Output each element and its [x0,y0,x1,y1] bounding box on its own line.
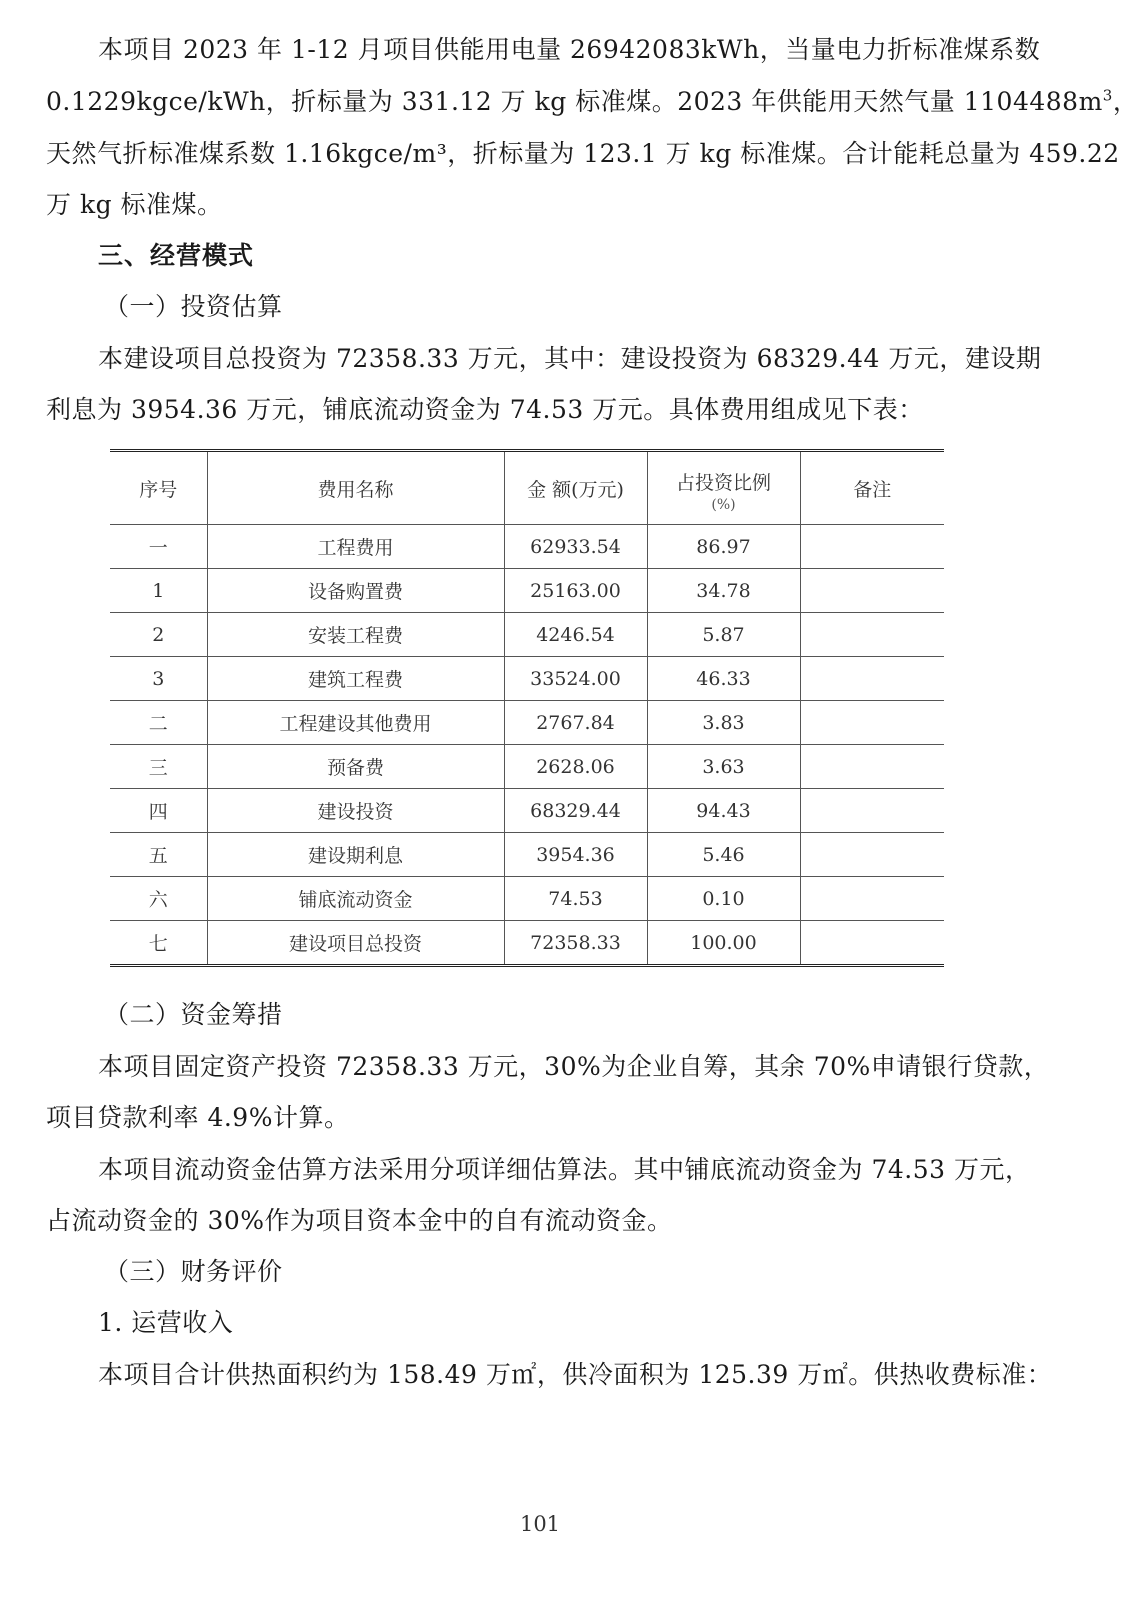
cell-name: 建设投资 [207,789,504,833]
working-capital-line-2: 占流动资金的 30%作为项目资本金中的自有流动资金。 [46,1206,673,1235]
cell-amount: 3954.36 [504,833,647,877]
funding-paragraph-line-1: 本项目固定资产投资 72358.33 万元，30%为企业自筹，其余 70%申请银行贷款， [98,1052,1050,1081]
investment-paragraph-line-2: 利息为 3954.36 万元，铺底流动资金为 74.53 万元。具体费用组成见下表： [46,395,924,424]
cell-note [800,745,944,789]
cell-amount: 33524.00 [504,657,647,701]
page-number: 101 [519,1512,561,1536]
section-title-operating-mode: 三、经营模式 [98,241,255,270]
cell-ratio: 46.33 [647,657,800,701]
funding-paragraph-line-2: 项目贷款利率 4.9%计算。 [46,1103,350,1132]
cell-name: 铺底流动资金 [207,877,504,921]
cell-name: 建设项目总投资 [207,921,504,966]
cell-note [800,657,944,701]
cell-ratio: 5.87 [647,613,800,657]
intro-line-2-end: ， [1112,87,1138,116]
header-amount: 金 额(万元) [504,451,647,525]
revenue-paragraph-line-1: 本项目合计供热面积约为 158.49 万㎡，供冷面积为 125.39 万㎡。供热收费标准： [98,1360,1053,1389]
table-row [110,789,944,833]
table-row [110,569,944,613]
table-row [110,921,944,966]
cell-note [800,525,944,569]
cell-name: 预备费 [207,745,504,789]
cell-amount: 4246.54 [504,613,647,657]
investment-table-wrapper [110,449,944,967]
working-capital-line-1: 本项目流动资金估算方法采用分项详细估算法。其中铺底流动资金为 74.53 万元， [98,1155,1031,1184]
header-ratio-unit: (%) [711,497,736,513]
cell-seq: 四 [110,789,207,833]
header-ratio [647,451,800,525]
cell-seq: 二 [110,701,207,745]
subsection-financial-evaluation: （三）财务评价 [104,1257,283,1286]
cell-name: 工程费用 [207,525,504,569]
investment-table [110,449,944,967]
header-seq: 序号 [110,451,207,525]
table-row [110,701,944,745]
cell-amount: 74.53 [504,877,647,921]
cell-note [800,921,944,966]
table-row [110,657,944,701]
item-operating-revenue: 1. 运营收入 [98,1308,234,1337]
cell-ratio: 0.10 [647,877,800,921]
table-row [110,525,944,569]
cell-seq: 六 [110,877,207,921]
cell-note [800,877,944,921]
cell-name: 建设期利息 [207,833,504,877]
cell-ratio: 3.63 [647,745,800,789]
cell-note [800,789,944,833]
cell-seq: 一 [110,525,207,569]
cell-name: 安装工程费 [207,613,504,657]
cell-ratio: 100.00 [647,921,800,966]
cell-note [800,613,944,657]
cell-seq: 七 [110,921,207,966]
table-row [110,833,944,877]
investment-paragraph-line-1: 本建设项目总投资为 72358.33 万元，其中：建设投资为 68329.44 万元，建设期 [98,344,1042,373]
intro-line-4: 万 kg 标准煤。 [46,190,223,219]
intro-line-3: 天然气折标准煤系数 1.16kgce/m³，折标量为 123.1 万 kg 标准煤。合计能耗总量为 459.22 [46,139,1120,168]
cell-amount: 72358.33 [504,921,647,966]
cell-ratio: 3.83 [647,701,800,745]
cell-amount: 68329.44 [504,789,647,833]
cell-seq: 3 [110,657,207,701]
cell-name: 建筑工程费 [207,657,504,701]
cell-amount: 2628.06 [504,745,647,789]
intro-line-1: 本项目 2023 年 1-12 月项目供能用电量 26942083kWh，当量电力折标准煤系数 [98,35,1041,64]
cell-seq: 2 [110,613,207,657]
superscript-3: 3 [1102,86,1113,105]
cell-ratio: 5.46 [647,833,800,877]
cell-amount: 25163.00 [504,569,647,613]
cell-ratio: 94.43 [647,789,800,833]
cell-note [800,701,944,745]
subsection-funding: （二）资金筹措 [104,1000,283,1029]
intro-line-2-text: 0.1229kgce/kWh，折标量为 331.12 万 kg 标准煤。2023 年供能用天然气量 1104488m [46,87,1103,116]
cell-ratio: 86.97 [647,525,800,569]
header-name: 费用名称 [207,451,504,525]
table-row [110,613,944,657]
cell-seq: 三 [110,745,207,789]
cell-ratio: 34.78 [647,569,800,613]
cell-amount: 2767.84 [504,701,647,745]
cell-note [800,569,944,613]
table-row [110,745,944,789]
header-note: 备注 [800,451,944,525]
table-header-row [110,451,944,525]
intro-line-2 [46,86,1138,117]
cell-note [800,833,944,877]
cell-name: 设备购置费 [207,569,504,613]
table-row [110,877,944,921]
cell-name: 工程建设其他费用 [207,701,504,745]
subsection-investment-estimate: （一）投资估算 [104,292,283,321]
cell-amount: 62933.54 [504,525,647,569]
cell-seq: 1 [110,569,207,613]
header-ratio-label: 占投资比例 [675,472,771,494]
cell-seq: 五 [110,833,207,877]
